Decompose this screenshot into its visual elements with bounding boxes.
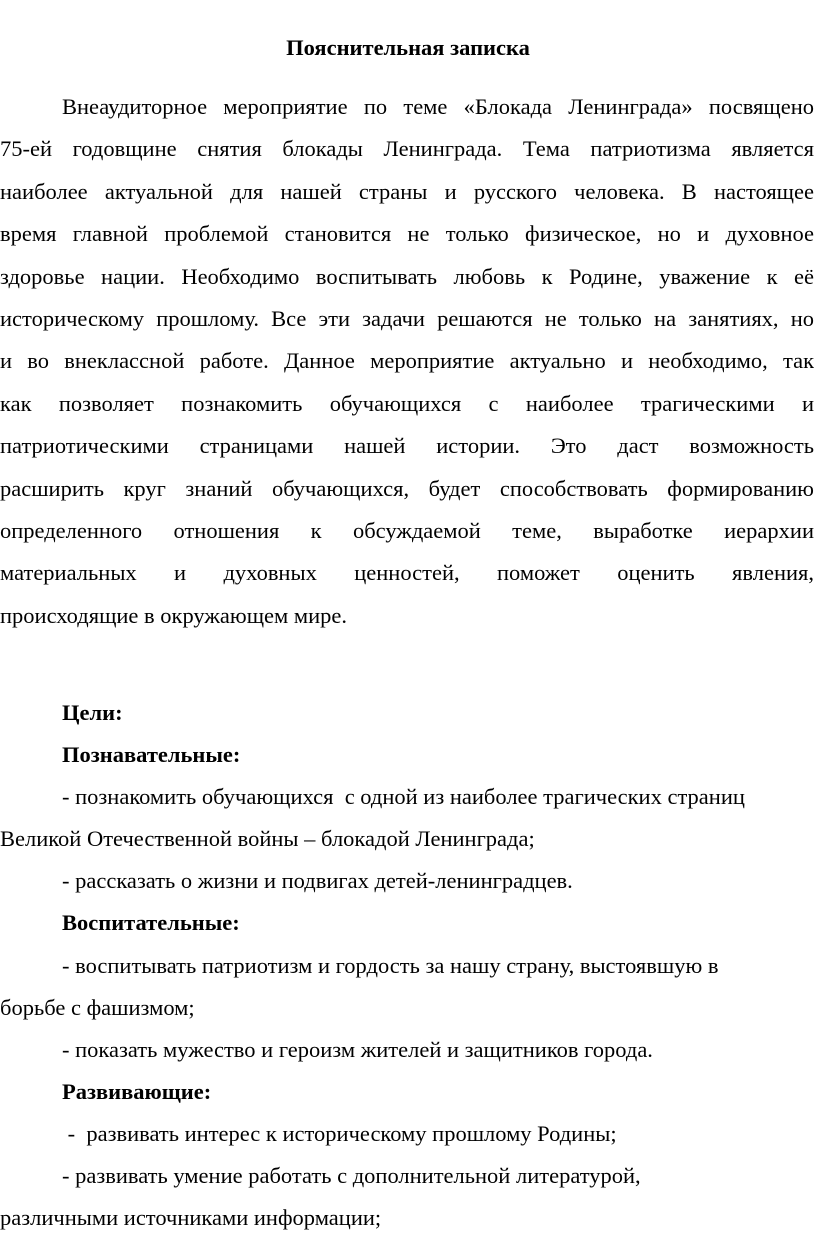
goal-line: - рассказать о жизни и подвигах детей-ленинградцев. xyxy=(62,868,573,894)
paragraph-line: происходящие в окружающем мире. xyxy=(0,602,348,628)
goal-line: - воспитывать патриотизм и гордость за нашу страну, выстоявшую в xyxy=(62,952,719,978)
section-heading: Познавательные: xyxy=(62,742,241,768)
page-title: Пояснительная записка xyxy=(286,35,530,60)
paragraph-line: 75-ей годовщине снятия блокады Ленинграда. Тема патриотизма является xyxy=(0,136,814,162)
paragraph-line: здоровье нации. Необходимо воспитывать любовь к Родине, уважение к её xyxy=(0,263,814,289)
section-heading: Развивающие: xyxy=(62,1078,212,1104)
goal-line: различными источниками информации; xyxy=(0,1205,382,1231)
paragraph-line: патриотическими страницами нашей истории. Это даст возможность xyxy=(0,433,814,459)
goal-line: Великой Отечественной войны – блокадой Ленинграда; xyxy=(0,826,535,852)
section-heading: Воспитательные: xyxy=(62,910,240,936)
goal-line: - развивать умение работать с дополнительной литературой, xyxy=(62,1163,641,1189)
goal-line: - познакомить обучающихся с одной из наиболее трагических страниц xyxy=(62,784,745,810)
paragraph-line: Внеаудиторное мероприятие по теме «Блокада Ленинграда» посвящено xyxy=(62,94,814,119)
paragraph-line: наиболее актуальной для нашей страны и русского человека. В настоящее xyxy=(0,178,814,204)
section-heading: Цели: xyxy=(62,700,123,725)
paragraph-line: материальных и духовных ценностей, поможет оценить явления, xyxy=(0,560,814,586)
paragraph-line: как позволяет познакомить обучающихся с наиболее трагическими и xyxy=(0,390,814,416)
paragraph-line: историческому прошлому. Все эти задачи решаются не только на занятиях, но xyxy=(0,305,814,331)
goal-line: - показать мужество и героизм жителей и защитников города. xyxy=(62,1036,653,1062)
goal-line: - развивать интерес к историческому прошлому Родины; xyxy=(62,1120,617,1146)
paragraph-line: расширить круг знаний обучающихся, будет способствовать формированию xyxy=(0,475,814,501)
paragraph-line: определенного отношения к обсуждаемой теме, выработке иерархии xyxy=(0,517,814,543)
paragraph-line: время главной проблемой становится не только физическое, но и духовное xyxy=(0,221,814,247)
goals-section xyxy=(0,692,814,1239)
goal-line: борьбе с фашизмом; xyxy=(0,994,195,1020)
paragraph-line: и во внеклассной работе. Данное мероприятие актуально и необходимо, так xyxy=(0,348,814,374)
explanatory-paragraph xyxy=(0,86,814,637)
